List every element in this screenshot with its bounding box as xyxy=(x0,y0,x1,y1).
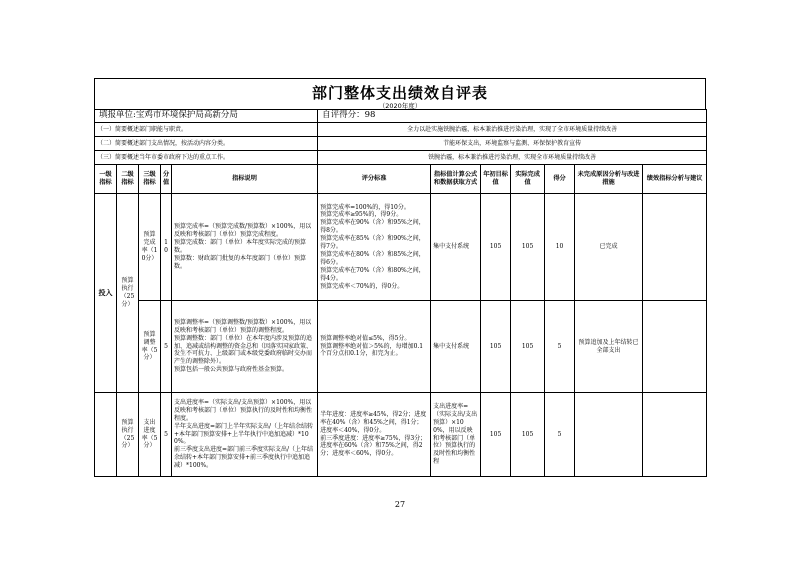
actual-cell: 105 xyxy=(511,194,545,301)
advice-cell xyxy=(643,393,707,477)
evaluation-table xyxy=(94,109,707,477)
target-cell: 105 xyxy=(481,393,511,477)
level2-cell: 预算执行（25分） xyxy=(117,393,139,477)
header-formula: 指标值计算公式和数据获取方式 xyxy=(431,165,481,194)
got-cell: 5 xyxy=(545,393,575,477)
level1-cell: 投入 xyxy=(95,194,117,393)
target-cell: 105 xyxy=(481,301,511,393)
level3-cell: 预算完成率（10分） xyxy=(139,194,161,301)
info-row xyxy=(95,137,707,151)
header-level3: 三级指标 xyxy=(139,165,161,194)
criteria-cell: 预算完成率=100%的，得10分。 预算完成率≥95%的，得9分。 预算完成率在90%（含）和95%之间，得8分。 预算完成率在85%（含）和90%之间，得7分。 预算完成率在80%（含）和85%之间，得6分。 预算完成率在70%（含）和80%之间，得4分。 预算完成率＜70%的，得0分。 xyxy=(318,194,431,301)
page-subtitle: （2020年度） xyxy=(378,102,422,110)
reason-cell xyxy=(575,393,643,477)
got-cell: 5 xyxy=(545,301,575,393)
info-row xyxy=(95,123,707,137)
header-score-value: 分值 xyxy=(161,165,172,194)
description-cell: 预算调整率=（预算调整数/预算数）×100%，用以反映和考核部门（单位）预算的调整程度。 预算调整数：部门（单位）在本年度内涉及预算的追加、追减或结构调整的资金总和（因落实国家政策、发生不可抗力、上级部门或本级党委政府临时交办而产生的调整除外）。 预算包括一般公共预算与政府性基金预算。 xyxy=(172,301,318,393)
header-actual: 实际完成值 xyxy=(511,165,545,194)
score-label: 自评得分：98 xyxy=(318,110,707,123)
info-label: （三）简要概述当年市委市政府下达的重点工作。 xyxy=(95,151,318,165)
description-cell: 支出进度率=（实际支出/支出预算）×100%，用以反映和考核部门（单位）预算执行的及时性和均衡性程度。 半年支出进度=部门上半年实际支出/（上年结余结转+本年部门预算安排+上半年执行中追加追减）*100%。 前三季度支出进度=部门前三季度实际支出/（上年结余结转+本年部门预算安排+前三季度执行中追加追减）*100%。 xyxy=(172,393,318,477)
actual-cell: 105 xyxy=(511,393,545,477)
score-value-cell: 10 xyxy=(161,194,172,301)
info-value: 全力以赴实施铁腕治霾，标本兼治推进污染治理，实现了全市环境质量持续改善 xyxy=(318,123,707,137)
page-number: 27 xyxy=(394,500,406,509)
level2-cell: 预算执行（25分） xyxy=(117,194,139,393)
header-got: 得分 xyxy=(545,165,575,194)
level3-cell: 支出进度率（5分） xyxy=(139,393,161,477)
reason-cell: 已完成 xyxy=(575,194,643,301)
score-value-cell: 5 xyxy=(161,301,172,393)
criteria-cell: 预算调整率绝对值≤5%，得5分。 预算调整率绝对值＞5%的，每增加0.1个百分点扣0.1分，扣完为止。 xyxy=(318,301,431,393)
advice-cell xyxy=(643,301,707,393)
formula-cell: 集中支付系统 xyxy=(431,194,481,301)
header-row xyxy=(95,165,707,194)
page-title: 部门整体支出绩效自评表 xyxy=(311,84,488,102)
advice-cell xyxy=(643,194,707,301)
header-level1: 一级指标 xyxy=(95,165,117,194)
info-label: （二）简要概述部门支出情况，按活动内容分类。 xyxy=(95,137,318,151)
actual-cell: 105 xyxy=(511,301,545,393)
info-label: （一）简要概述部门职能与职责。 xyxy=(95,123,318,137)
score-value-cell: 5 xyxy=(161,393,172,477)
header-reason: 未完成原因分析与改进措施 xyxy=(575,165,643,194)
table-row xyxy=(95,301,707,393)
header-description: 指标说明 xyxy=(172,165,318,194)
level3-cell: 预算调整率（5分） xyxy=(139,301,161,393)
title-box xyxy=(94,78,706,109)
header-level2: 二级指标 xyxy=(117,165,139,194)
target-cell: 105 xyxy=(481,194,511,301)
table-row xyxy=(95,393,707,477)
table-row xyxy=(95,194,707,301)
info-row xyxy=(95,151,707,165)
formula-cell: 集中支付系统 xyxy=(431,301,481,393)
evaluation-page xyxy=(94,78,706,477)
info-value: 铁腕治霾，标本兼治推进污染治理，实现全市环境质量持续改善 xyxy=(318,151,707,165)
description-cell: 预算完成率=（预算完成数/预算数）×100%，用以反映和考核部门（单位）预算完成程度。 预算完成数：部门（单位）本年度实际完成的预算数。 预算数：财政部门批复的本年度部门（单位）预算数。 xyxy=(172,194,318,301)
formula-cell: 支出进度率=（实际支出/支出预算）×100%，用以反映和考核部门（单位）预算执行的及时性和均衡性程 xyxy=(431,393,481,477)
unit-row xyxy=(95,110,707,123)
level1-cell-empty xyxy=(95,393,117,477)
criteria-cell: 半年进度：进度率≥45%，得2分；进度率在40%（含）和45%之间，得1分；进度率＜40%，得0分。 前三季度进度：进度率≥75%，得3分；进度率在60%（含）和75%之间，得2分；进度率＜60%，得0分。 xyxy=(318,393,431,477)
unit-label: 填报单位:宝鸡市环境保护局高新分局 xyxy=(95,110,318,123)
reason-cell: 预算追加及上年结转已全部支出 xyxy=(575,301,643,393)
got-cell: 10 xyxy=(545,194,575,301)
header-advice: 绩效指标分析与建议 xyxy=(643,165,707,194)
header-criteria: 评分标准 xyxy=(318,165,431,194)
info-value: 节能环保支出，环境监察与监测、环保保护教育宣传 xyxy=(318,137,707,151)
header-target: 年初目标值 xyxy=(481,165,511,194)
